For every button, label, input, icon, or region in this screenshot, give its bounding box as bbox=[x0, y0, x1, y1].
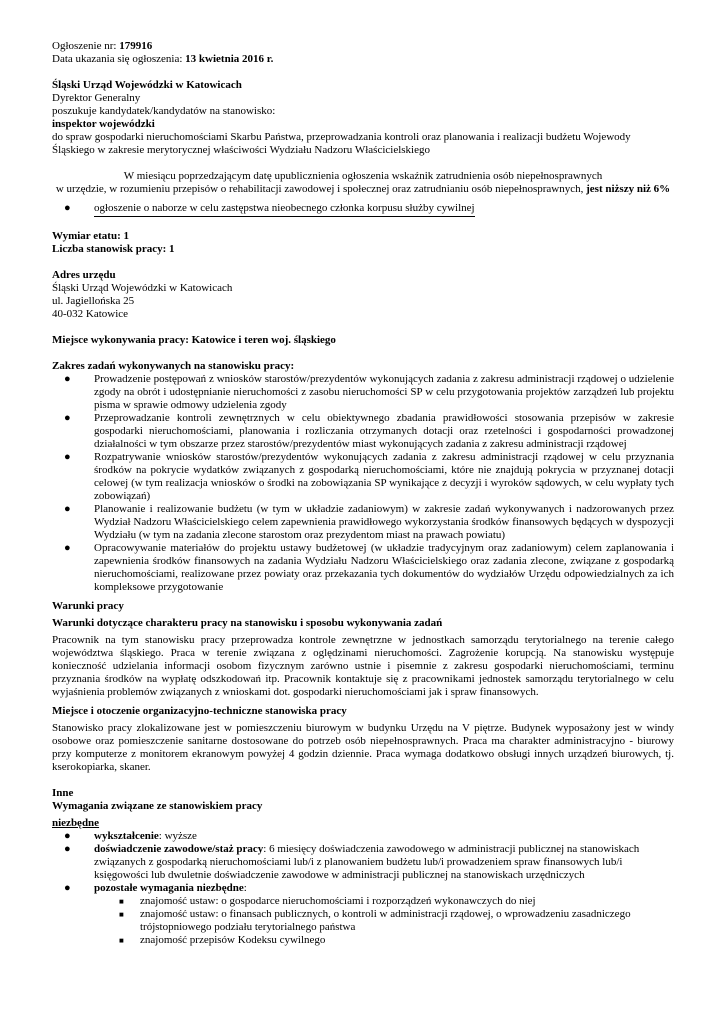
square-bullet-icon: ■ bbox=[119, 936, 124, 945]
requirements-list bbox=[52, 830, 674, 895]
bullet-icon: ● bbox=[64, 830, 71, 842]
list-item: ● Prowadzenie postępowań z wniosków starostów/prezydentów wykonujących zadania z zakresu administracji rządowej o udzielenie zgody na obrót i udostępnianie nieruchomości z zasobu nieruchomości SP w celu przygotowania projektów zarządzeń lub projektu pisma w sprawie odmowy udzielenia zgody bbox=[64, 373, 674, 411]
bullet-icon: ● bbox=[64, 412, 71, 424]
announcement-date: Data ukazania się ogłoszenia: 13 kwietnia 2016 r. bbox=[52, 53, 274, 65]
other-requirements-label: pozostałe wymagania niezbędne bbox=[94, 882, 244, 894]
list-item: ■ znajomość ustaw: o finansach publicznych, o kontroli w administracji rządowej, o wprowadzeniu zasadniczego trójstopniowego podziału terytorialnego państwa bbox=[119, 908, 631, 933]
office-address-street: ul. Jagiellońska 25 bbox=[52, 295, 135, 307]
list-item: ● pozostałe wymagania niezbędne: bbox=[64, 882, 247, 894]
announcement-number-value: 179916 bbox=[119, 40, 153, 52]
employer-name: Śląski Urząd Wojewódzki w Katowicach bbox=[52, 79, 242, 91]
other-requirements-list bbox=[52, 895, 674, 947]
disability-notice-line1: W miesiącu poprzedzającym datę upublicznienia ogłoszenia wskaźnik zatrudnienia osób niepełnosprawnych bbox=[123, 170, 603, 182]
list-item bbox=[52, 830, 674, 843]
tasks-heading: Zakres zadań wykonywanych na stanowisku pracy: bbox=[52, 360, 295, 372]
employer-director: Dyrektor Generalny bbox=[52, 92, 141, 104]
list-item: ● Opracowywanie materiałów do projektu ustawy budżetowej (w układzie tradycyjnym oraz zadaniowym) celem zaplanowania i zapewnienia środków finansowych na zadania Wydziału Nadzoru Właścicielskiego oraz zadania zlecone, związane z gospodarką nieruchomościami, realizowane przez powiaty oraz przekazania tych dokumentów do wydziałów Urzędu odpowiedzialnych za ich kompleksowe przygotowanie bbox=[64, 542, 674, 593]
education-value: : wyższe bbox=[158, 830, 197, 842]
bullet-icon: ● bbox=[64, 202, 71, 214]
bullet-icon: ● bbox=[64, 451, 71, 463]
bullet-icon: ● bbox=[64, 503, 71, 515]
job-announcement-document bbox=[52, 40, 674, 947]
square-bullet-icon: ■ bbox=[119, 897, 124, 906]
conditions-heading: Warunki pracy bbox=[52, 600, 124, 612]
position-title: inspektor wojewódzki bbox=[52, 118, 155, 130]
list-item: ■ znajomość przepisów Kodeksu cywilnego bbox=[119, 934, 326, 946]
experience-value: : 6 miesięcy doświadczenia zawodowego w administracji publicznej na stanowiskach związanych z gospodarką nieruchomościami lub/i z planowaniem budżetu lub/i prowadzeniem spraw finansowych lub/i księgowości lub dwuletnie doświadczenie zawodowe w administracji publicznej na stanowiskach urzędniczych bbox=[94, 843, 640, 881]
announcement-number: Ogłoszenie nr: 179916 bbox=[52, 40, 153, 52]
conditions-environment-heading: Miejsce i otoczenie organizacyjno-techniczne stanowiska pracy bbox=[52, 705, 347, 717]
conditions-nature-heading: Warunki dotyczące charakteru pracy na stanowisku i sposobu wykonywania zadań bbox=[52, 617, 443, 629]
disability-notice-bold: jest niższy niż 6% bbox=[586, 183, 671, 195]
list-item: ● Przeprowadzanie kontroli zewnętrznych w celu obiektywnego zbadania prawidłowości stosowania przepisów w zakresie gospodarki nieruchomościami, planowania i rozliczania otrzymanych dotacji oraz rzetelności i gospodarności prowadzonej działalności w tym obszarze przez starostów/prezydentów miast wykonujących zadania z zakresu administracji rządowej bbox=[64, 412, 674, 450]
required-label: niezbędne bbox=[52, 817, 100, 829]
education-label: wykształcenie bbox=[94, 830, 159, 842]
list-item bbox=[52, 202, 674, 217]
employer-seeking: poszukuje kandydatek/kandydatów na stanowisko: bbox=[52, 105, 276, 117]
bullet-icon: ● bbox=[64, 542, 71, 554]
disability-notice-line2: w urzędzie, w rozumieniu przepisów o rehabilitacji zawodowej i społecznej oraz zatrudnianiu osób niepełnosprawnych, jest niższy niż 6% bbox=[55, 183, 671, 195]
office-address-city: 40-032 Katowice bbox=[52, 308, 129, 320]
experience-label: doświadczenie zawodowe/staż pracy bbox=[94, 843, 264, 855]
list-item: ■ znajomość ustaw: o gospodarce nieruchomościami i rozporządzeń wykonawczych do niej bbox=[119, 895, 536, 907]
employment-positions: Liczba stanowisk pracy: 1 bbox=[52, 243, 175, 255]
square-bullet-icon: ■ bbox=[119, 910, 124, 919]
position-description-line1: do spraw gospodarki nieruchomościami Skarbu Państwa, przeprowadzania kontroli oraz planowania i realizacji budżetu Wojewody bbox=[52, 131, 631, 143]
announcement-date-value: 13 kwietnia 2016 r. bbox=[185, 53, 274, 65]
position-description-line2: Śląskiego w zakresie merytorycznej właściwości Wydziału Nadzoru Właścicielskiego bbox=[52, 144, 430, 156]
list-item bbox=[52, 843, 674, 882]
tasks-list bbox=[52, 373, 674, 594]
substitution-list bbox=[52, 202, 674, 217]
list-item: ● Planowanie i realizowanie budżetu (w tym w układzie zadaniowym) w zakresie zadań wykonywanych i nadzorowanych przez Wydział Nadzoru Właścicielskiego celem zapewnienia prawidłowego wykorzystania środków finansowych będących w dyspozycji Wydziału (w tym na zadania zlecone starostom oraz prezydentom miast na prawach powiatu) bbox=[64, 503, 674, 541]
employment-fte: Wymiar etatu: 1 bbox=[52, 230, 129, 242]
office-address-name: Śląski Urząd Wojewódzki w Katowicach bbox=[52, 282, 233, 294]
office-address-heading: Adres urzędu bbox=[52, 269, 116, 281]
bullet-icon: ● bbox=[64, 843, 71, 855]
list-item: ● Rozpatrywanie wniosków starostów/prezydentów wykonujących zadania z zakresu administracji rządowej w celu przyznania środków na pokrycie wydatków związanych z gospodarką nieruchomościami, które nie znajdują pokrycia w przyznanej dotacji celowej (w tym realizacja wniosków o środki na zobowiązania SP wynikające z decyzji i wyroków sądowych, w celu wypłaty tych zobowiązań) bbox=[64, 451, 674, 502]
workplace: Miejsce wykonywania pracy: Katowice i teren woj. śląskiego bbox=[52, 334, 336, 346]
bullet-icon: ● bbox=[64, 882, 71, 894]
requirements-heading: Wymagania związane ze stanowiskiem pracy bbox=[52, 800, 263, 812]
other-heading: Inne bbox=[52, 787, 74, 799]
conditions-nature-text: Pracownik na tym stanowisku pracy przeprowadza kontrole zewnętrzne w jednostkach samorządu terytorialnego na terenie całego województwa śląskiego. Praca w terenie związana z oględzinami nieruchomości. Zagrożenie korupcją. Na stanowisku występuje konieczność udzielania informacji osobom fizycznym zarówno ustnie i pisemnie z zakresu gospodarki nieruchomościami, terminu przyznania środków na wypłatę odszkodowań itp. Pracownik kontaktuje się z pracownikami jednostek samorządu terytorialnego w celu wyjaśnienia problemów związanych z wnioskami dot. gospodarki nieruchomościami jak i spraw finansowych. bbox=[52, 634, 674, 698]
conditions-environment-text: Stanowisko pracy zlokalizowane jest w pomieszczeniu biurowym w budynku Urzędu na V piętrze. Budynek wyposażony jest w windy osobowe oraz pomieszczenie sanitarne dostosowane do potrzeb osób niepełnosprawnych. Praca ma charakter administracyjno - biurowy przy komputerze z monitorem ekranowym powyżej 4 godzin dziennie. Praca wymaga dodatkowo obsługi innych urządzeń biurowych, tj. kserokopiarka, skaner. bbox=[52, 722, 674, 773]
substitution-notice: ogłoszenie o naborze w celu zastępstwa nieobecnego członka korpusu służby cywilnej bbox=[94, 202, 475, 217]
bullet-icon: ● bbox=[64, 373, 71, 385]
